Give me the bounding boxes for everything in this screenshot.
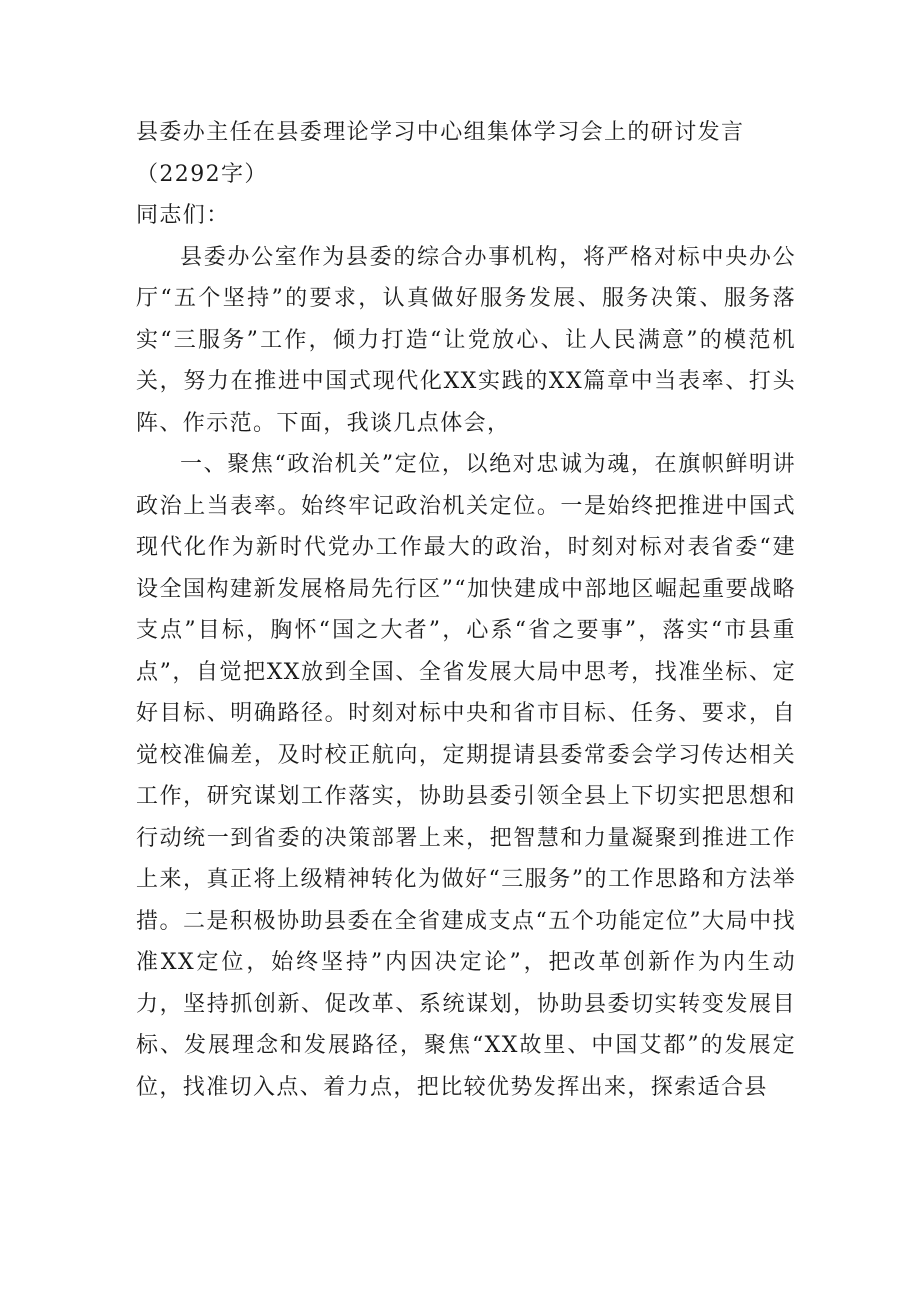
document-title: 县委办主任在县委理论学习中心组集体学习会上的研讨发言（2292字）	[136, 120, 745, 187]
paragraph-intro: 县委办公室作为县委的综合办事机构，将严格对标中央办公厅“五个坚持”的要求，认真做好服务发展、服务决策、服务落实“三服务”工作，倾力打造“让党放心、让人民满意”的模范机关，努力在推进中国式现代化XX实践的XX篇章中当表率、打头阵、作示范。下面，我谈几点体会，	[136, 244, 796, 436]
document-body	[136, 112, 796, 1108]
salutation: 同志们：	[136, 203, 230, 228]
paragraph-section-one: 一、聚焦“政治机关”定位，以绝对忠诚为魂，在旗帜鲜明讲政治上当表率。始终牢记政治机关定位。一是始终把推进中国式现代化作为新时代党办工作最大的政治，时刻对标对表省委“建设全国构建新发展格局先行区”“加快建成中部地区崛起重要战略支点”目标，胸怀“国之大者”，心系“省之要事”，落实“市县重点”，自觉把XX放到全国、全省发展大局中思考，找准坐标、定好目标、明确路径。时刻对标中央和省市目标、任务、要求，自觉校准偏差，及时校正航向，定期提请县委常委会学习传达相关工作，研究谋划工作落实，协助县委引领全县上下切实把思想和行动统一到省委的决策部署上来，把智慧和力量凝聚到推进工作上来，真正将上级精神转化为做好“三服务”的工作思路和方法举措。二是积极协助县委在全省建成支点“五个功能定位”大局中找准XX定位，始终坚持”内因决定论”，把改革创新作为内生动力，坚持抓创新、促改革、系统谋划，协助县委切实转变发展目标、发展理念和发展路径，聚焦“XX故里、中国艾都”的发展定位，找准切入点、着力点，把比较优势发挥出来，探索适合县	[136, 452, 796, 1100]
